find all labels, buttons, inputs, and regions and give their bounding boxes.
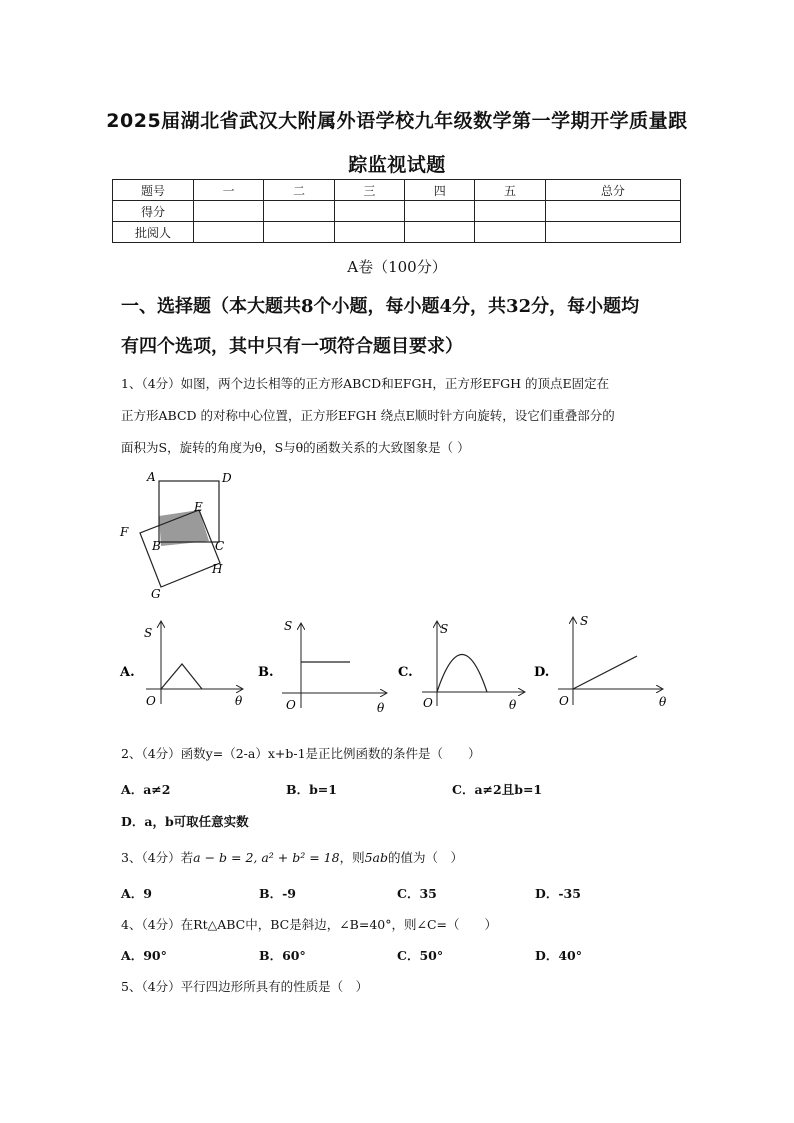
volume-label: A卷（100分） [347,258,447,276]
q3-suffix: 的值为（ ） [388,850,464,865]
label-g: G [151,587,161,601]
option-d-label: D. [534,665,550,680]
q2-option-b[interactable]: B．b=1 [286,782,337,797]
header-cell: 总分 [545,180,680,201]
header-cell: 三 [334,180,404,201]
header-cell: 四 [405,180,475,201]
page-title-line2: 踪监视试题 [348,154,446,176]
q3-stem [121,842,681,874]
q1-stem-line1: 1、（4分）如图，两个边长相等的正方形ABCD和EFGH，正方形EFGH 的顶点E固定在 [121,376,610,391]
reviewer-cell[interactable] [194,222,264,243]
option-a-label: A. [120,665,135,680]
header-cell: 一 [194,180,264,201]
axis-theta: θ [509,698,517,712]
curve-c [437,655,487,693]
q1-stem-line2: 正方形ABCD 的对称中心位置，正方形EFGH 绕点E顺时针方向旋转，设它们重叠部分的 [121,408,615,423]
q1-option-graphs [110,612,690,724]
score-cell[interactable] [405,201,475,222]
score-cell[interactable] [334,201,404,222]
page-title-line1: 2025届湖北省武汉大附属外语学校九年级数学第一学期开学质量跟 [106,110,688,132]
q2-option-c[interactable]: C．a≠2且b=1 [452,782,543,797]
label-e: E [194,500,203,514]
section-heading-line1: 一、选择题（本大题共8个小题，每小题4分，共32分，每小题均 [121,296,640,317]
axis-s: S [440,622,449,636]
q3-option-a[interactable]: A．9 [121,886,152,901]
header-cell: 五 [475,180,545,201]
q2-option-a[interactable]: A．a≠2 [121,782,171,797]
graph-c[interactable] [398,622,524,712]
curve-d [573,656,637,689]
axis-theta: θ [659,695,667,709]
reviewer-cell[interactable] [545,222,680,243]
label-h: H [212,562,223,576]
q2-stem: 2、（4分）函数y=（2-a）x+b-1是正比例函数的条件是（ ） [121,746,481,761]
q3-expression: 5ab [364,850,389,865]
q4-option-c[interactable]: C．50° [397,948,444,963]
q3-middle: ，则 [339,850,365,865]
score-cell[interactable] [545,201,680,222]
label-c: C [215,539,225,553]
reviewer-cell[interactable] [334,222,404,243]
curve-a [161,664,202,689]
q3-option-b[interactable]: B．-9 [259,886,296,901]
label-f: F [120,525,129,539]
reviewer-cell[interactable] [475,222,545,243]
reviewer-row [113,222,681,243]
axis-s: S [284,619,293,633]
reviewer-cell[interactable] [264,222,334,243]
origin-o: O [286,698,296,712]
reviewer-cell[interactable] [405,222,475,243]
score-cell[interactable] [264,201,334,222]
score-cell[interactable] [194,201,264,222]
score-row [113,201,681,222]
q5-stem: 5、（4分）平行四边形所具有的性质是（ ） [121,979,369,994]
q4-option-d[interactable]: D．40° [535,948,582,963]
q4-option-b[interactable]: B．60° [259,948,306,963]
q3-option-d[interactable]: D．-35 [535,886,581,901]
q4-stem: 4、（4分）在Rt△ABC中，BC是斜边，∠B=40°，则∠C=（ ） [121,917,497,932]
label-d: D [222,471,232,485]
q1-squares-figure [110,465,240,605]
origin-o: O [559,694,569,708]
origin-o: O [423,696,433,710]
q3-option-c[interactable]: C．35 [397,886,437,901]
score-table-header-row [113,180,681,201]
option-c-label: C. [398,665,413,680]
label-a: A [147,470,156,484]
q3-prefix: 3、（4分）若 [121,850,194,865]
header-cell: 题号 [113,180,194,201]
score-cell[interactable] [475,201,545,222]
row-label: 得分 [113,201,194,222]
q4-option-a[interactable]: A．90° [121,948,167,963]
q1-stem-line3: 面积为S，旋转的角度为θ，S与θ的函数关系的大致图象是（ ） [121,440,470,455]
axis-theta: θ [377,701,385,715]
option-b-label: B. [258,665,274,680]
score-table [112,179,681,243]
axis-theta: θ [235,694,243,708]
origin-o: O [146,694,156,708]
graph-d[interactable] [534,614,667,709]
q2-option-d[interactable]: D．a，b可取任意实数 [121,814,249,829]
graph-a[interactable] [119,622,243,708]
section-heading-line2: 有四个选项，其中只有一项符合题目要求） [121,336,463,357]
axis-s: S [580,614,589,628]
row-label: 批阅人 [113,222,194,243]
label-b: B [152,539,161,553]
header-cell: 二 [264,180,334,201]
graph-b[interactable] [258,619,386,715]
axis-s: S [144,626,153,640]
q3-equation: a − b = 2, a² + b² = 18 [193,850,340,865]
